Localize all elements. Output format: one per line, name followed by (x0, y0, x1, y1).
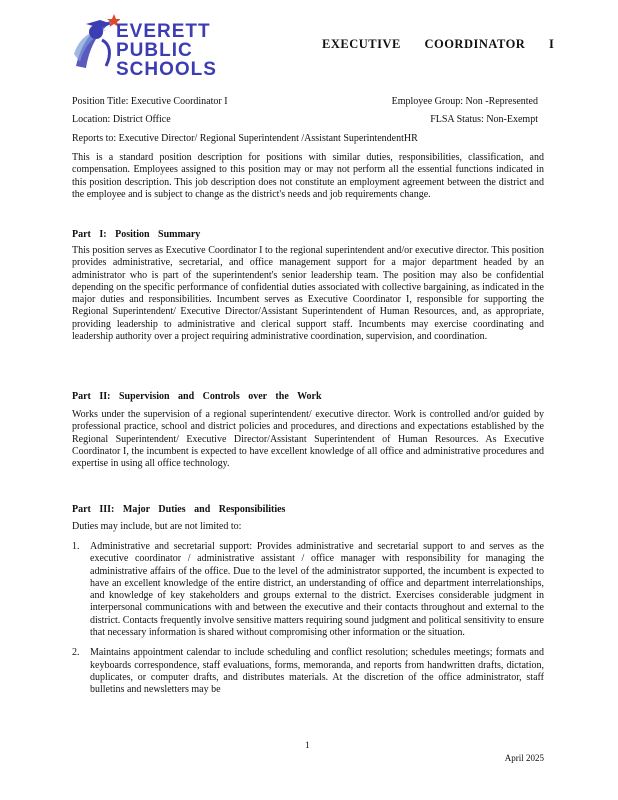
logo-wordmark (116, 22, 217, 79)
document-title: EXECUTIVE COORDINATOR I (322, 37, 555, 51)
reports-to: Reports to: Executive Director/ Regional Superintendent /Assistant SuperintendentHR (72, 133, 418, 144)
list-item (72, 541, 544, 639)
logo-line-2: PUBLIC (116, 40, 193, 61)
district-logo (72, 10, 242, 80)
part1-body: This position serves as Executive Coordinator I to the regional superintendent and/or executive director. This position provides administrative, secretarial, and office management support for a major department headed by an administrator who is part of the superintendent's senior leadership team. The position may also be confidential depending on the specific performance of confidential duties associated with collective bargaining, as indicated in the major duties and responsibilities. Incumbent serves as Executive Coordinator I, responsible for supporting the Regional Superintendent/ Executive Director/Assistant Superintendent of Human Resources, and, as appropriate, providing leadership to administrative and clerical support staff. Incumbents may exercise coordinating and leadership authority over a project requiring administrative coordination, supervision, and coordination. (72, 245, 544, 343)
footer-date: April 2025 (504, 753, 544, 763)
location: Location: District Office (72, 114, 171, 125)
intro-paragraph: This is a standard position description for positions with similar duties, responsibilities, classification, and compensation. Employees assigned to this position may or may not perform all the essential functions indicated in this position description. This job description does not constitute an employment agreement between the district and the employee and is subject to change as the district's needs and job requirements change. (72, 152, 544, 200)
list-item-number: 1. (72, 541, 80, 552)
logo-line-1: EVERETT (116, 21, 211, 42)
graduate-star-logo-icon (72, 10, 120, 76)
part3-intro: Duties may include, but are not limited to: (72, 521, 242, 532)
duties-list (72, 541, 544, 705)
part1-heading: Part I: Position Summary (72, 229, 201, 240)
part3-heading: Part III: Major Duties and Responsibilities (72, 504, 286, 515)
employee-group: Employee Group: Non -Represented (391, 96, 538, 107)
list-item (72, 647, 544, 696)
list-item-text: Administrative and secretarial support: Provides administrative and secretarial support to and serves as the executive coordinator / administrative assistant / office manager with responsibility for managing the administrative affairs of the office. Due to the level of the administrator supported, the incumbent is expected to have an excellent knowledge of the entire district, an understanding of office and department interrelationships, and knowledge of key stakeholders and groups external to the district. Exercises considerable judgment in interpersonal communications with and between the executive and their contacts throughout and external to the district. Contacts frequently involve sensitive matters requiring sound judgment and political sensitivity to ensure that necessary information is shared without compromising other information or the situation. (90, 541, 544, 639)
list-item-number: 2. (72, 647, 80, 659)
part2-heading: Part II: Supervision and Controls over the Work (72, 391, 322, 402)
flsa-status: FLSA Status: Non-Exempt (430, 114, 538, 125)
position-title: Position Title: Executive Coordinator I (72, 96, 228, 107)
part2-body: Works under the supervision of a regional superintendent/ executive director. Work is controlled and/or guided by professional practice, school and district policies and procedures, and directions and expectations established by the Regional Superintendent/ Executive Director/Assistant Superintendent of Human Resources. As Executive Coordinator I, the incumbent is expected to have excellent knowledge of all office and administrative procedures and expertise in using all office technology. (72, 409, 544, 470)
list-item-text: Maintains appointment calendar to include scheduling and conflict resolution; schedules meetings; formats and keyboards correspondence, staff evaluations, forms, memoranda, and reports from handwritten drafts, dictation, duplicates, or computer drafts, and distributes materials. At the discretion of the office administrator, staff bulletins and newsletters may be (90, 647, 544, 696)
page-number: 1 (305, 741, 310, 751)
logo-line-3: SCHOOLS (116, 59, 217, 80)
